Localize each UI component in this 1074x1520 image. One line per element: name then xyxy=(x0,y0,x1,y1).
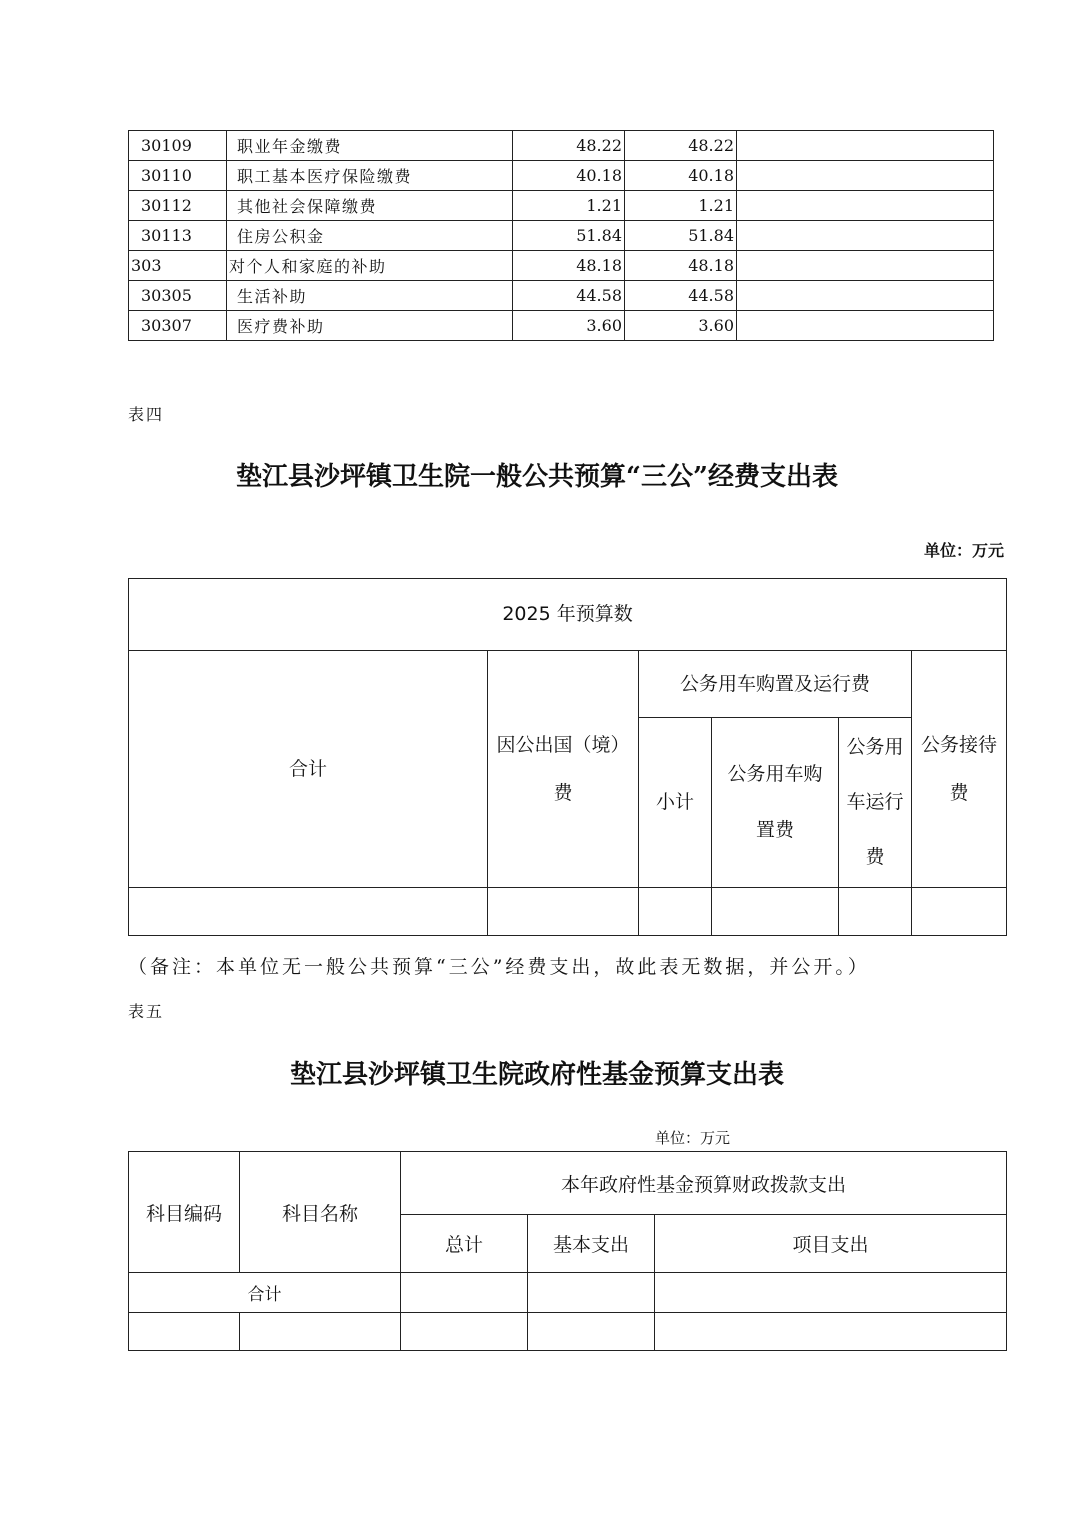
project-value-cell xyxy=(737,281,994,311)
cell-empty xyxy=(528,1273,655,1313)
subject-name-cell: 生活补助 xyxy=(227,281,513,311)
header-reception-line2: 费 xyxy=(949,782,969,804)
cell-empty xyxy=(129,1313,240,1351)
header-vehicle-purchase-line2: 置费 xyxy=(755,818,794,841)
header-subject-name: 科目名称 xyxy=(240,1152,401,1273)
table5-total-row xyxy=(129,1273,1007,1313)
subject-name-cell: 职工基本医疗保险缴费 xyxy=(227,161,513,191)
header-abroad-line1: 因公出国（境） xyxy=(496,733,630,756)
project-value-cell xyxy=(737,221,994,251)
subject-code-cell: 303 xyxy=(129,251,227,281)
header-reception xyxy=(912,651,1007,888)
budget-detail-table-body xyxy=(129,131,994,341)
total-value-cell: 1.21 xyxy=(513,191,625,221)
cell-empty xyxy=(401,1273,528,1313)
basic-value-cell: 3.60 xyxy=(625,311,737,341)
total-value-cell: 48.18 xyxy=(513,251,625,281)
subject-name-cell: 对个人和家庭的补助 xyxy=(227,251,513,281)
table-row xyxy=(129,131,994,161)
cell-empty xyxy=(655,1273,1007,1313)
subject-name-cell: 医疗费补助 xyxy=(227,311,513,341)
header-total: 合计 xyxy=(129,651,488,888)
cell-empty xyxy=(912,888,1007,936)
table4-note: （备注：本单位无一般公共预算“三公”经费支出，故此表无数据，并公开。） xyxy=(128,956,870,978)
table5-label: 表五 xyxy=(128,1002,165,1021)
header-budget-year: 2025 年预算数 xyxy=(129,579,1007,651)
header-abroad-line2: 费 xyxy=(553,782,573,804)
subject-name-cell: 其他社会保障缴费 xyxy=(227,191,513,221)
header-project-expense: 项目支出 xyxy=(655,1215,1007,1273)
header-vehicle-operation-line2: 车运行 xyxy=(846,790,904,813)
table-row xyxy=(129,161,994,191)
table-row xyxy=(129,281,994,311)
table-row xyxy=(129,311,994,341)
budget-detail-table xyxy=(128,130,994,341)
subject-code-cell: 30110 xyxy=(129,161,227,191)
table4-label: 表四 xyxy=(128,405,165,424)
basic-value-cell: 48.22 xyxy=(625,131,737,161)
project-value-cell xyxy=(737,161,994,191)
table-row xyxy=(129,221,994,251)
cell-empty xyxy=(655,1313,1007,1351)
table4-empty-row xyxy=(129,888,1007,936)
basic-value-cell: 48.18 xyxy=(625,251,737,281)
total-value-cell: 44.58 xyxy=(513,281,625,311)
row-total-label: 合计 xyxy=(129,1273,401,1313)
header-reception-line1: 公务接待 xyxy=(921,733,998,756)
project-value-cell xyxy=(737,251,994,281)
subject-name-cell: 职业年金缴费 xyxy=(227,131,513,161)
subject-code-cell: 30305 xyxy=(129,281,227,311)
project-value-cell xyxy=(737,311,994,341)
table4-unit: 单位：万元 xyxy=(923,541,1004,560)
subject-code-cell: 30113 xyxy=(129,221,227,251)
total-value-cell: 51.84 xyxy=(513,221,625,251)
project-value-cell xyxy=(737,131,994,161)
basic-value-cell: 44.58 xyxy=(625,281,737,311)
header-basic-expense: 基本支出 xyxy=(528,1215,655,1273)
subject-code-cell: 30112 xyxy=(129,191,227,221)
header-subject-code: 科目编码 xyxy=(129,1152,240,1273)
basic-value-cell: 51.84 xyxy=(625,221,737,251)
project-value-cell xyxy=(737,191,994,221)
cell-empty xyxy=(129,888,488,936)
header-vehicle-purchase-line1: 公务用车购 xyxy=(727,763,823,786)
table5-unit: 单位：万元 xyxy=(655,1129,731,1147)
table5-title: 垫江县沙坪镇卫生院政府性基金预算支出表 xyxy=(289,1060,784,1090)
subject-code-cell: 30109 xyxy=(129,131,227,161)
gov-fund-budget-table xyxy=(128,1151,1007,1351)
table5-empty-row xyxy=(129,1313,1007,1351)
subject-code-cell: 30307 xyxy=(129,311,227,341)
header-abroad xyxy=(488,651,639,888)
header-vehicle-operation-line3: 费 xyxy=(865,846,885,869)
cell-empty xyxy=(639,888,712,936)
total-value-cell: 3.60 xyxy=(513,311,625,341)
cell-empty xyxy=(401,1313,528,1351)
cell-empty xyxy=(712,888,839,936)
header-subtotal: 小计 xyxy=(639,718,712,888)
header-vehicle-purchase xyxy=(712,718,839,888)
table-row xyxy=(129,191,994,221)
three-public-expenses-table xyxy=(128,578,1007,936)
basic-value-cell: 1.21 xyxy=(625,191,737,221)
cell-empty xyxy=(240,1313,401,1351)
table4-title: 垫江县沙坪镇卫生院一般公共预算“三公”经费支出表 xyxy=(236,462,838,492)
header-gov-fund: 本年政府性基金预算财政拨款支出 xyxy=(401,1152,1007,1215)
header-grand-total: 总计 xyxy=(401,1215,528,1273)
total-value-cell: 40.18 xyxy=(513,161,625,191)
cell-empty xyxy=(528,1313,655,1351)
table-row xyxy=(129,251,994,281)
header-vehicle-operation xyxy=(839,718,912,888)
cell-empty xyxy=(488,888,639,936)
cell-empty xyxy=(839,888,912,936)
subject-name-cell: 住房公积金 xyxy=(227,221,513,251)
basic-value-cell: 40.18 xyxy=(625,161,737,191)
header-vehicle: 公务用车购置及运行费 xyxy=(639,651,912,718)
total-value-cell: 48.22 xyxy=(513,131,625,161)
header-vehicle-operation-line1: 公务用 xyxy=(846,735,904,758)
